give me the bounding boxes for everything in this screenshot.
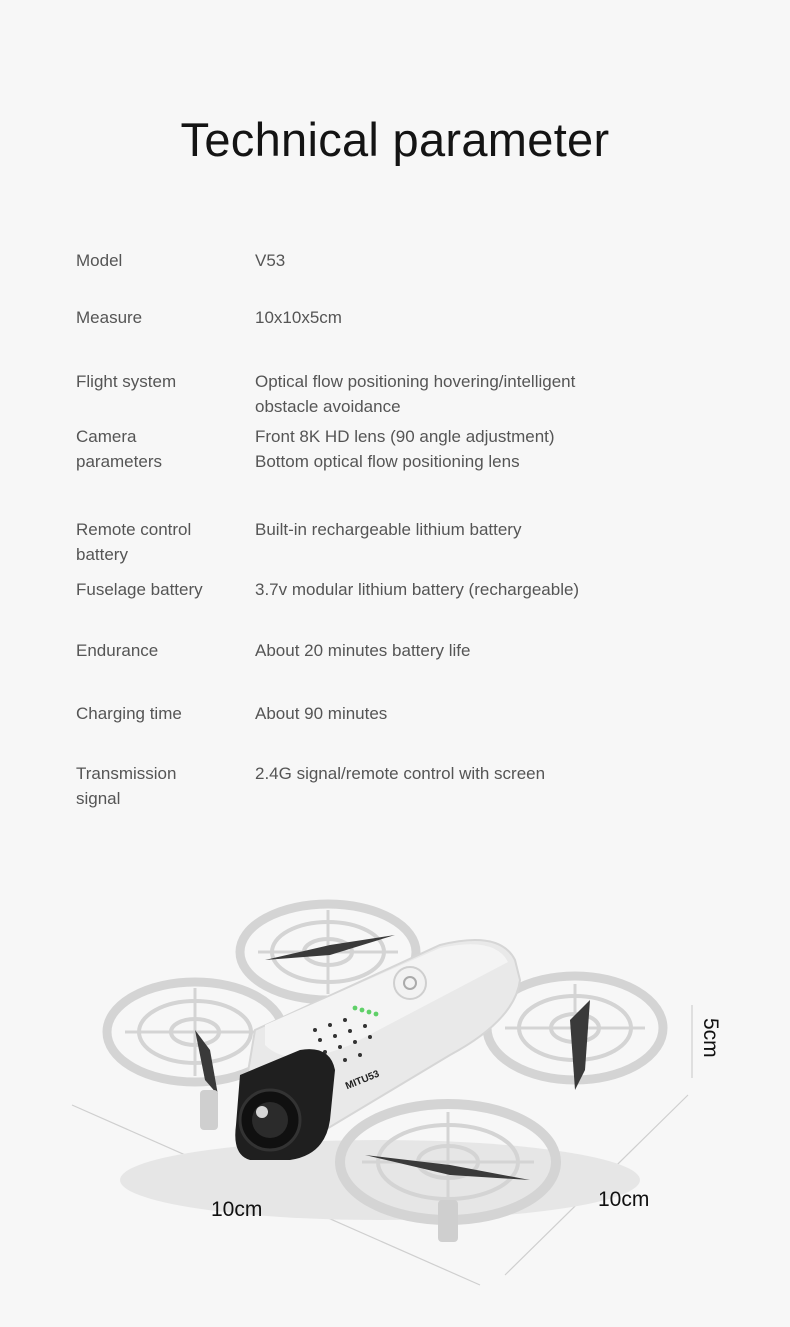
spec-label: Camera parameters (76, 427, 162, 471)
dimension-length-label: 10cm (211, 1198, 263, 1221)
spec-label: Charging time (76, 704, 182, 723)
spec-value: 3.7v modular lithium battery (rechargeable) (255, 580, 580, 599)
spec-value: V53 (255, 251, 286, 270)
spec-value: 2.4G signal/remote control with screen (255, 764, 546, 783)
spec-label: Measure (76, 308, 143, 327)
spec-label: Model (76, 251, 123, 270)
spec-value: Front 8K HD lens (90 angle adjustment) Bottom optical flow positioning lens (255, 427, 555, 471)
spec-label: Fuselage battery (76, 580, 203, 599)
spec-value: Built-in rechargeable lithium battery (255, 520, 522, 539)
spec-value: Optical flow positioning hovering/intelligent obstacle avoidance (255, 372, 576, 416)
motor-front (438, 1200, 458, 1242)
motor-left (200, 1090, 218, 1130)
drone-illustration (0, 880, 790, 1320)
spec-value: About 90 minutes (255, 704, 388, 723)
spec-value: 10x10x5cm (255, 308, 342, 327)
spec-value: About 20 minutes battery life (255, 641, 471, 660)
page-title: Technical parameter (180, 113, 610, 166)
spec-label: Transmission signal (76, 764, 177, 808)
spec-label: Flight system (76, 372, 177, 391)
spec-label: Endurance (76, 641, 159, 660)
spec-label: Remote control battery (76, 520, 192, 564)
power-button (394, 967, 426, 999)
brand-label: MITU53 (344, 1068, 382, 1093)
dimension-width-label: 10cm (598, 1188, 650, 1211)
dimension-height-label: 5cm (699, 1018, 722, 1058)
